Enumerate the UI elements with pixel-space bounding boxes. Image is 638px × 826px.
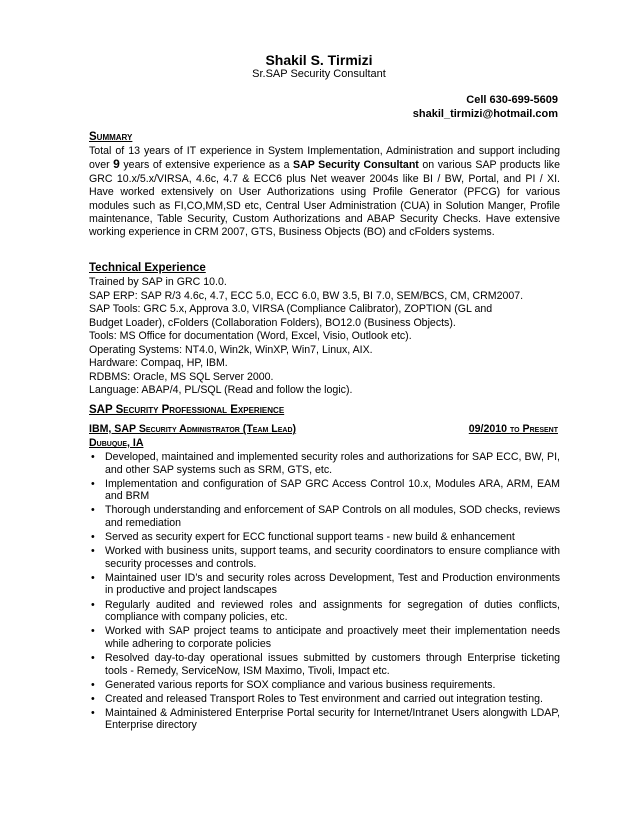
candidate-title: Sr.SAP Security Consultant	[252, 68, 386, 80]
bullet-text: Thorough understanding and enforcement of SAP Controls on all modules, SOD checks, reviews and remediation	[105, 504, 560, 529]
summary-text-3: on various SAP products like GRC 10.x/5.x/VIRSA, 4.6c, 4.7 & ECC6 plus Net weaver 2004s like BI / BW, Portal, and PI / XI. Have worked extensively on User Authorizations using Profile Generator (PFCG) for various modules such as FI,CO,MM,SD etc, Central User Administration (CUA) in Solution Manger, Profile maintenance, Table Security, Custom Authorizations and ABAP Security Checks. Have extensive working experience in CRM 2007, GTS, Business Objects (BO) and cFolders systems.	[89, 159, 560, 239]
summary-text-1: Total of 13 years of IT experience in System Implementation, Administration and support including over	[89, 145, 560, 172]
list-item	[89, 451, 560, 476]
tech-line: Trained by SAP in GRC 10.0.	[89, 276, 227, 288]
bullet-icon: •	[91, 625, 95, 638]
bullet-icon: •	[91, 651, 95, 664]
list-item	[89, 707, 560, 732]
bullet-text: Worked with business units, support teams, and security coordinators to ensure compliance with security processes and controls.	[105, 545, 560, 570]
tech-line: SAP ERP: SAP R/3 4.6c, 4.7, ECC 5.0, ECC 6.0, BW 3.5, BI 7.0, SEM/BCS, CM, CRM2007.	[89, 289, 524, 302]
bullet-text: Served as security expert for ECC functional support teams - new build & enhancement	[105, 531, 515, 544]
email-address: shakil_tirmizi@hotmail.com	[412, 108, 558, 120]
list-item	[89, 652, 560, 677]
bullet-icon: •	[91, 678, 95, 691]
job-dates: 09/2010 to Present	[468, 423, 558, 435]
bullet-icon: •	[91, 598, 95, 611]
bullet-text: Generated various reports for SOX compliance and various business requirements.	[105, 678, 496, 691]
tech-line: Hardware: Compaq, HP, IBM.	[89, 357, 228, 369]
list-item	[89, 504, 560, 529]
summary-paragraph	[89, 145, 560, 240]
list-item	[89, 693, 560, 706]
list-item	[89, 545, 560, 570]
list-item	[89, 531, 560, 544]
list-item	[89, 572, 560, 597]
summary-heading: Summary	[89, 131, 133, 143]
list-item	[89, 599, 560, 624]
tech-line: SAP Tools: GRC 5.x, Approva 3.0, VIRSA (Compliance Calibrator), ZOPTION (GL and	[89, 303, 493, 315]
tech-line: Language: ABAP/4, PL/SQL (Read and follow the logic).	[89, 384, 353, 396]
candidate-name: Shakil S. Tirmizi	[265, 52, 373, 68]
bullet-text: Maintained & Administered Enterprise Portal security for Internet/Intranet Users alongwith LDAP, Enterprise directory	[105, 706, 560, 732]
bullet-icon: •	[91, 451, 95, 463]
list-item	[89, 625, 560, 650]
bullet-icon: •	[91, 504, 95, 517]
bullet-text: Developed, maintained and implemented security roles and authorizations for SAP ECC, BW, PI, and other SAP systems such as SRM, GTS, etc.	[105, 451, 560, 476]
tech-line: Budget Loader), cFolders (Collaboration Folders), BO12.0 (Business Objects).	[89, 316, 456, 329]
responsibility-list	[89, 451, 560, 733]
phone-number: Cell 630-699-5609	[466, 94, 558, 106]
summary-years: 9	[113, 157, 120, 172]
list-item	[89, 679, 560, 692]
tech-line: RDBMS: Oracle, MS SQL Server 2000.	[89, 370, 274, 383]
bullet-text: Resolved day-to-day operational issues submitted by customers through Enterprise ticketing tools - Remedy, ServiceNow, ISM Maximo, Tivoli, Impact etc.	[105, 651, 560, 677]
bullet-icon: •	[91, 531, 95, 544]
bullet-text: Created and released Transport Roles to Test environment and carried out integration testing.	[105, 692, 543, 705]
bullet-text: Implementation and configuration of SAP GRC Access Control 10.x, Modules ARA, ARM, EAM and BRM	[105, 477, 560, 503]
bullet-icon: •	[91, 477, 95, 490]
summary-text-2: years of extensive experience as a	[119, 159, 294, 172]
job-title: IBM, SAP Security Administrator (Team Lead)	[89, 423, 297, 435]
bullet-icon: •	[91, 706, 95, 719]
bullet-icon: •	[91, 545, 95, 558]
technical-heading: Technical Experience	[89, 262, 206, 274]
tech-line: Operating Systems: NT4.0, Win2k, WinXP, Win7, Linux, AIX.	[89, 343, 373, 356]
summary-role: SAP Security Consultant	[293, 159, 419, 172]
bullet-icon: •	[91, 692, 95, 705]
list-item	[89, 478, 560, 503]
bullet-text: Worked with SAP project teams to anticipate and proactively meet their implementation needs while adhering to corporate policies	[105, 625, 560, 650]
bullet-icon: •	[91, 571, 95, 584]
job-location: Dubuque, IA	[89, 437, 144, 449]
bullet-text: Maintained user ID’s and security roles across Development, Test and Production environments in productive and project landscapes	[105, 571, 560, 597]
experience-heading: SAP Security Professional Experience	[89, 404, 285, 416]
tech-line: Tools: MS Office for documentation (Word, Excel, Visio, Outlook etc).	[89, 330, 412, 342]
bullet-text: Regularly audited and reviewed roles and assignments for segregation of duties conflicts, compliance with company policies, etc.	[105, 598, 560, 624]
